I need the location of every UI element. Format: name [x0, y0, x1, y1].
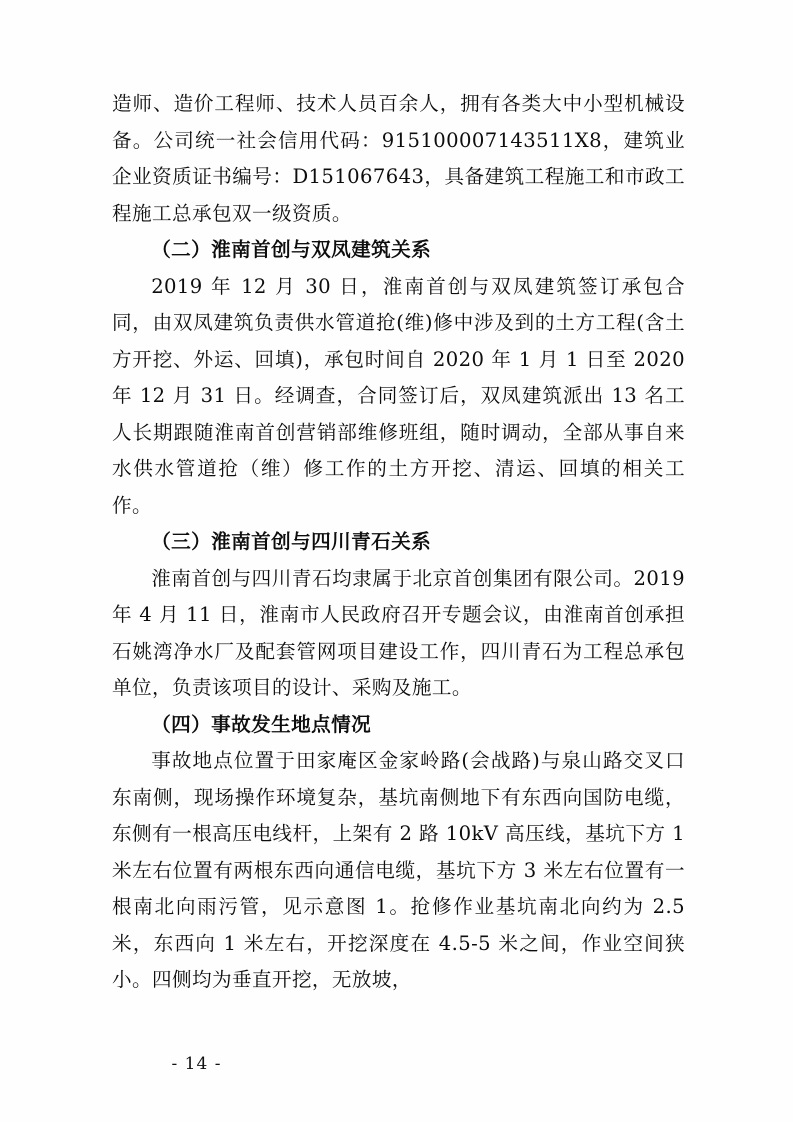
- section-heading-three: （三）淮南首创与四川青石关系: [151, 530, 432, 553]
- page-footer: [0, 1054, 793, 1074]
- paragraph-accident-site-details: 事故地点位置于田家庵区金家岭路(会战路)与泉山路交叉口东南侧，现场操作环境复杂，基坑南侧地下有东西向国防电缆，东侧有一根高压电线杆，上架有 2 路 10kV 高压线，基坑下方 1 米左右位置有两根东西向通信电缆，基坑下方 3 米左右位置有一根南北向雨污管，见示意图 1。抢修作业基坑南北向约为 2.5 米，东西向 1 米左右，开挖深度在 4.5-5 米之间，作业空间狭小。四侧均为垂直开挖，无放坡，: [112, 749, 685, 991]
- section-heading-four: （四）事故发生地点情况: [151, 712, 372, 736]
- paragraph-continuation: 造师、造价工程师、技术人员百余人，拥有各类大中小型机械设备。公司统一社会信用代码：915100007143511X8，建筑业企业资质证书编号：D151067643，具备建筑工程施工和市政工程施工总承包双一级资质。: [112, 92, 685, 225]
- paragraph-affiliation-details: 淮南首创与四川青石均隶属于北京首创集团有限公司。2019 年 4 月 11 日，淮南市人民政府召开专题会议，由淮南首创承担石姚湾净水厂及配套管网项目建设工作，四川青石为工程总承包单位，负责该项目的设计、采购及施工。: [112, 566, 685, 699]
- section-heading-two: （二）淮南首创与双凤建筑关系: [151, 238, 432, 261]
- page-number: - 14 -: [171, 1054, 222, 1074]
- document-body: [112, 86, 685, 999]
- paragraph-contract-details: 2019 年 12 月 30 日，淮南首创与双凤建筑签订承包合同，由双凤建筑负责供水管道抢(维)修中涉及到的土方工程(含土方开挖、外运、回填)，承包时间自 2020 年 1 月 1 日至 2020 年 12 月 31 日。经调查，合同签订后，双凤建筑派出 13 名工人长期跟随淮南首创营销部维修班组，随时调动，全部从事自来水供水管道抢（维）修工作的土方开挖、清运、回填的相关工作。: [112, 274, 685, 517]
